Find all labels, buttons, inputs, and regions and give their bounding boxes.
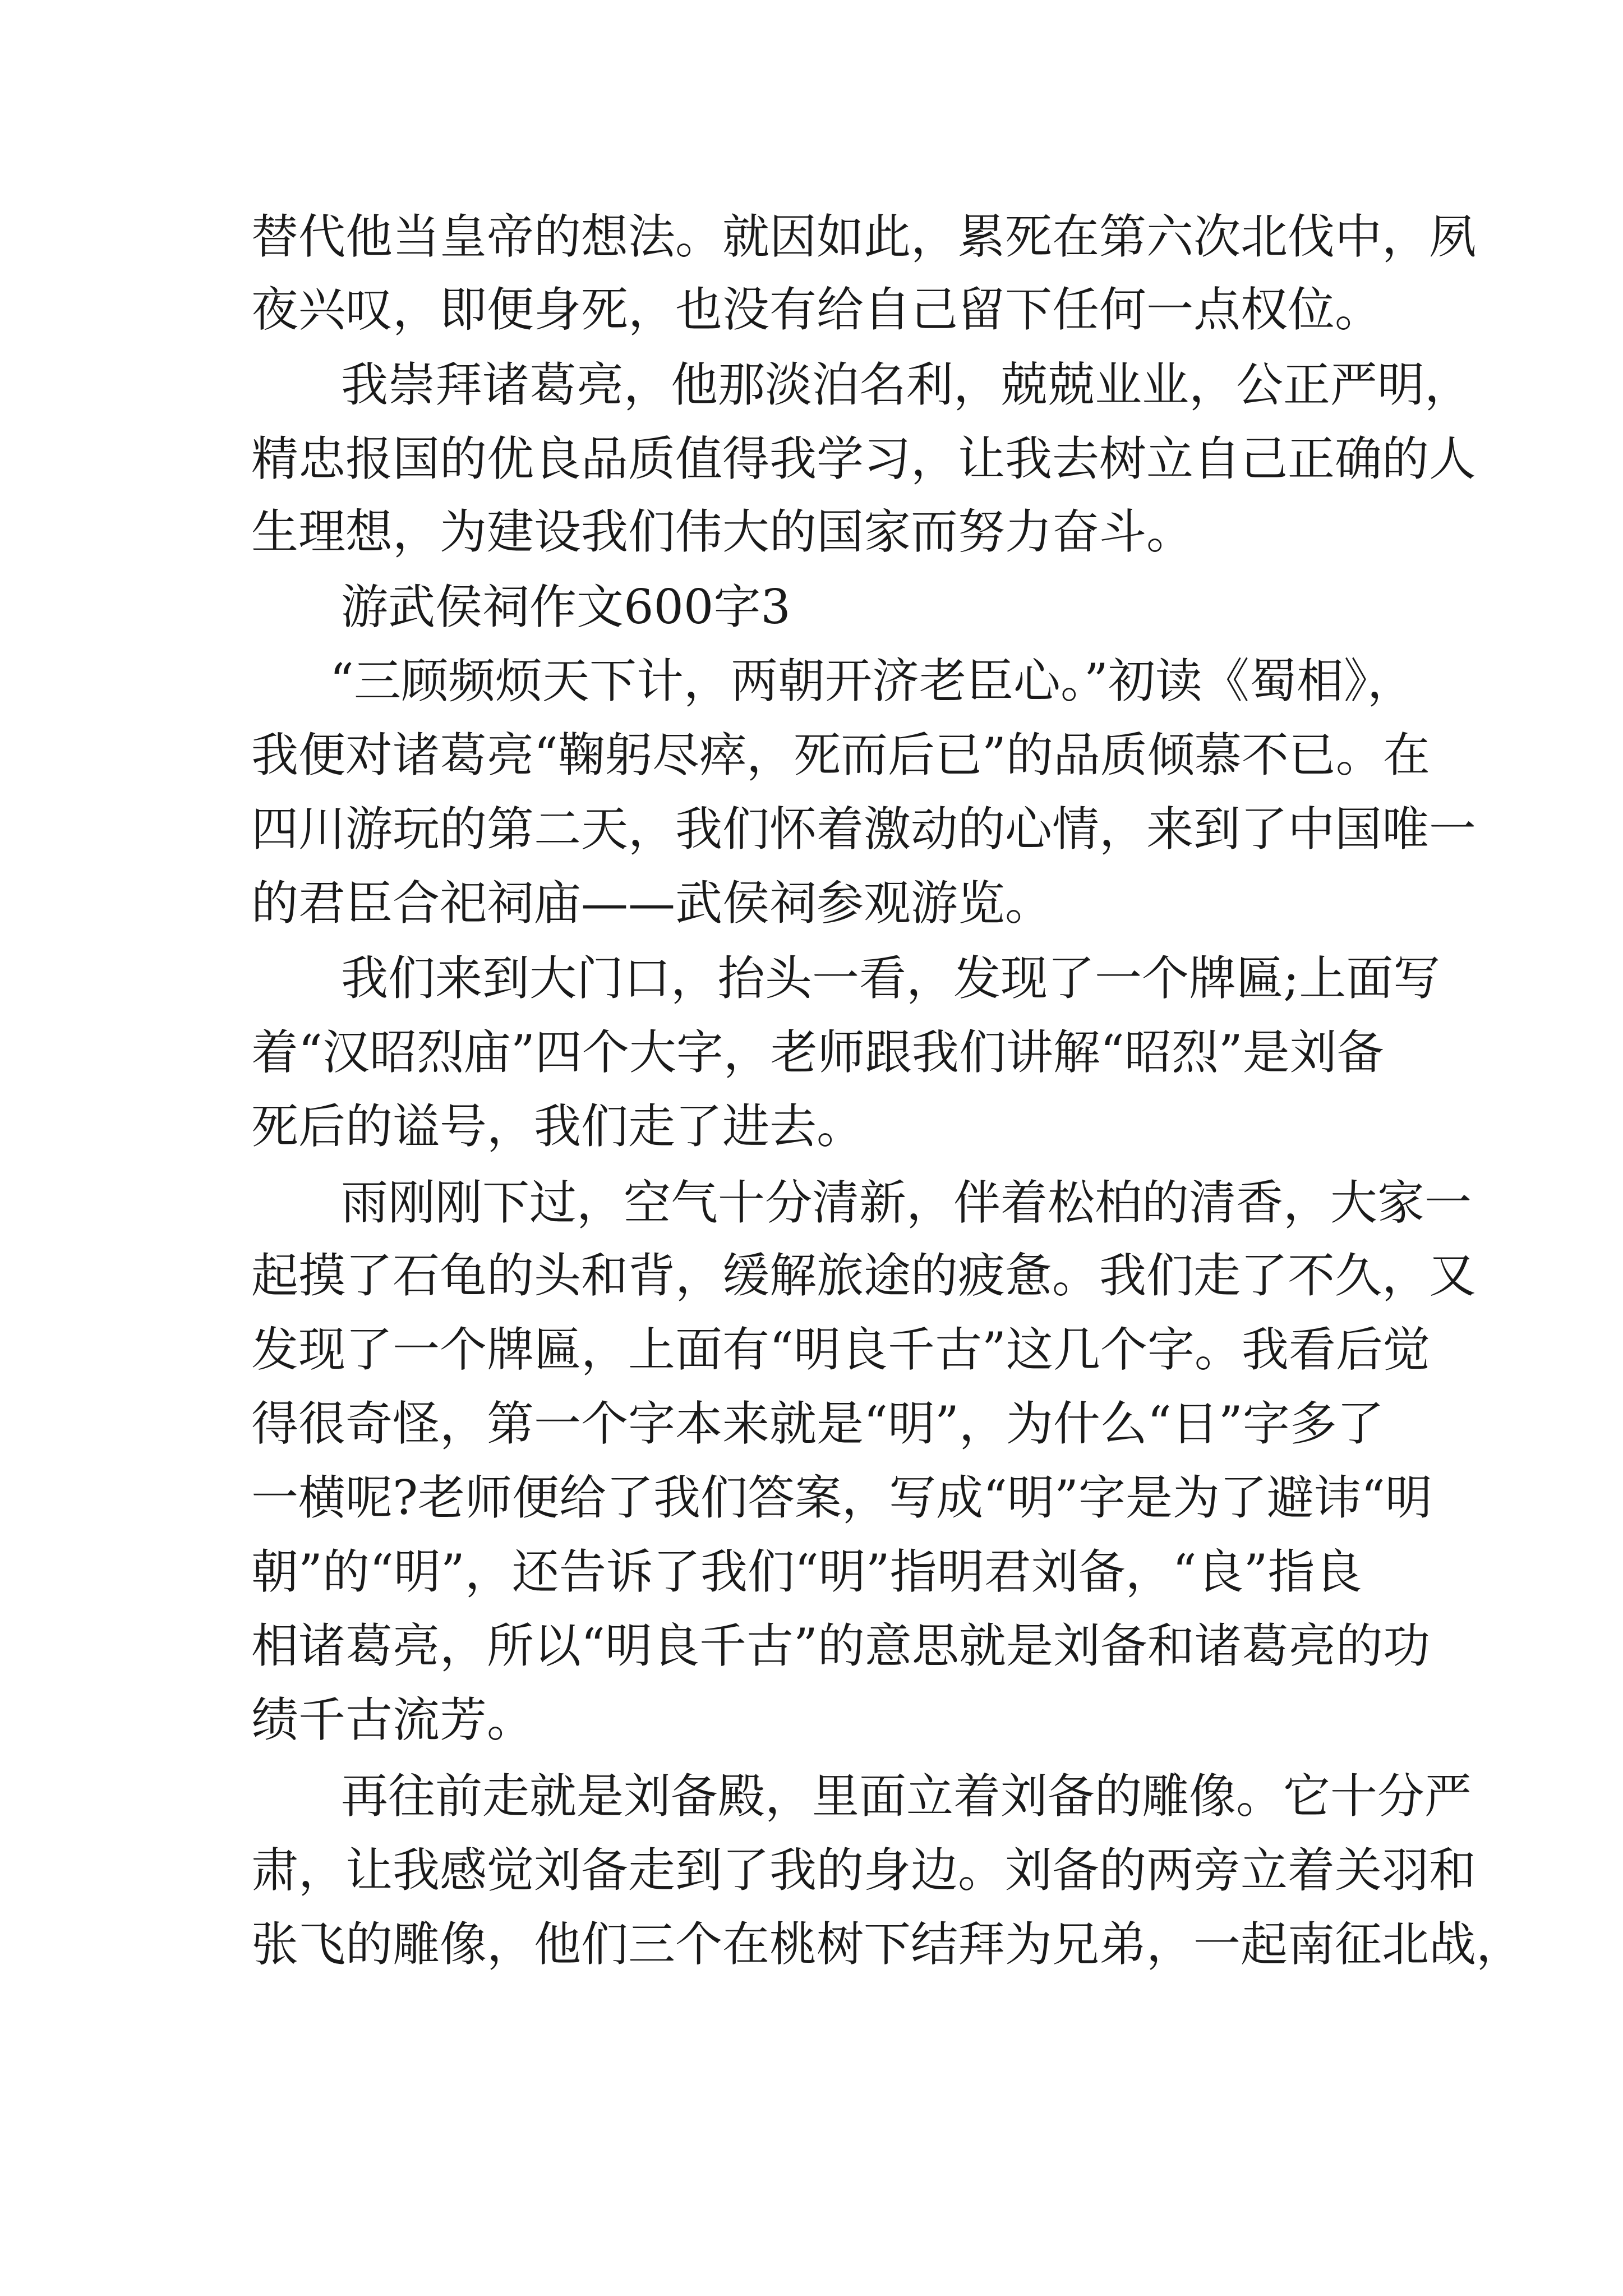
text-line: 肃，让我感觉刘备走到了我的身边。刘备的两旁立着关羽和 xyxy=(251,1843,1477,1898)
text-line: 张飞的雕像，他们三个在桃树下结拜为兄弟，一起南征北战， xyxy=(251,1917,1524,1972)
text-line: 死后的谥号，我们走了进去。 xyxy=(251,1099,864,1154)
text-line: 起摸了石龟的头和背，缓解旅途的疲惫。我们走了不久，又 xyxy=(251,1248,1477,1303)
text-line: 生理想，为建设我们伟大的国家而努力奋斗。 xyxy=(251,504,1194,559)
text-line: 发现了一个牌匾，上面有“明良千古”这几个字。我看后觉 xyxy=(251,1322,1430,1377)
text-line: 朝”的“明”，还告诉了我们“明”指明君刘备，“良”指良 xyxy=(251,1544,1362,1599)
paragraph-start-line: 再往前走就是刘备殿，里面立着刘备的雕像。它十分严 xyxy=(341,1769,1472,1824)
text-line: 相诸葛亮，所以“明良千古”的意思就是刘备和诸葛亮的功 xyxy=(251,1618,1430,1673)
text-line: 替代他当皇帝的想法。就因如此，累死在第六次北伐中，夙 xyxy=(251,209,1477,264)
text-line: 夜兴叹，即便身死，也没有给自己留下任何一点权位。 xyxy=(251,282,1382,337)
section-heading: 游武侯祠作文600字3 xyxy=(341,579,791,634)
paragraph-start-line: 雨刚刚下过，空气十分清新，伴着松柏的清香，大家一 xyxy=(341,1175,1472,1230)
text-line: 着“汉昭烈庙”四个大字，老师跟我们讲解“昭烈”是刘备 xyxy=(251,1025,1384,1080)
paragraph-start-line: “三顾频烦天下计，两朝开济老臣心。”初读《蜀相》， xyxy=(330,654,1414,708)
text-line: 绩千古流芳。 xyxy=(251,1692,534,1747)
text-line: 四川游玩的第二天，我们怀着激动的心情，来到了中国唯一 xyxy=(251,802,1477,857)
text-line: 得很奇怪，第一个字本来就是“明”，为什么“日”字多了 xyxy=(251,1396,1384,1451)
text-line: 的君臣合祀祠庙——武侯祠参观游览。 xyxy=(251,876,1053,931)
text-line: 精忠报国的优良品质值得我学习，让我去树立自己正确的人 xyxy=(251,431,1477,486)
text-line: 我便对诸葛亮“鞠躬尽瘁，死而后已”的品质倾慕不已。在 xyxy=(251,728,1430,783)
text-line: 一横呢?老师便给了我们答案，写成“明”字是为了避讳“明 xyxy=(251,1470,1432,1525)
paragraph-start-line: 我们来到大门口，抬头一看，发现了一个牌匾;上面写 xyxy=(341,951,1441,1006)
paragraph-start-line: 我崇拜诸葛亮，他那淡泊名利，兢兢业业，公正严明， xyxy=(341,357,1472,412)
